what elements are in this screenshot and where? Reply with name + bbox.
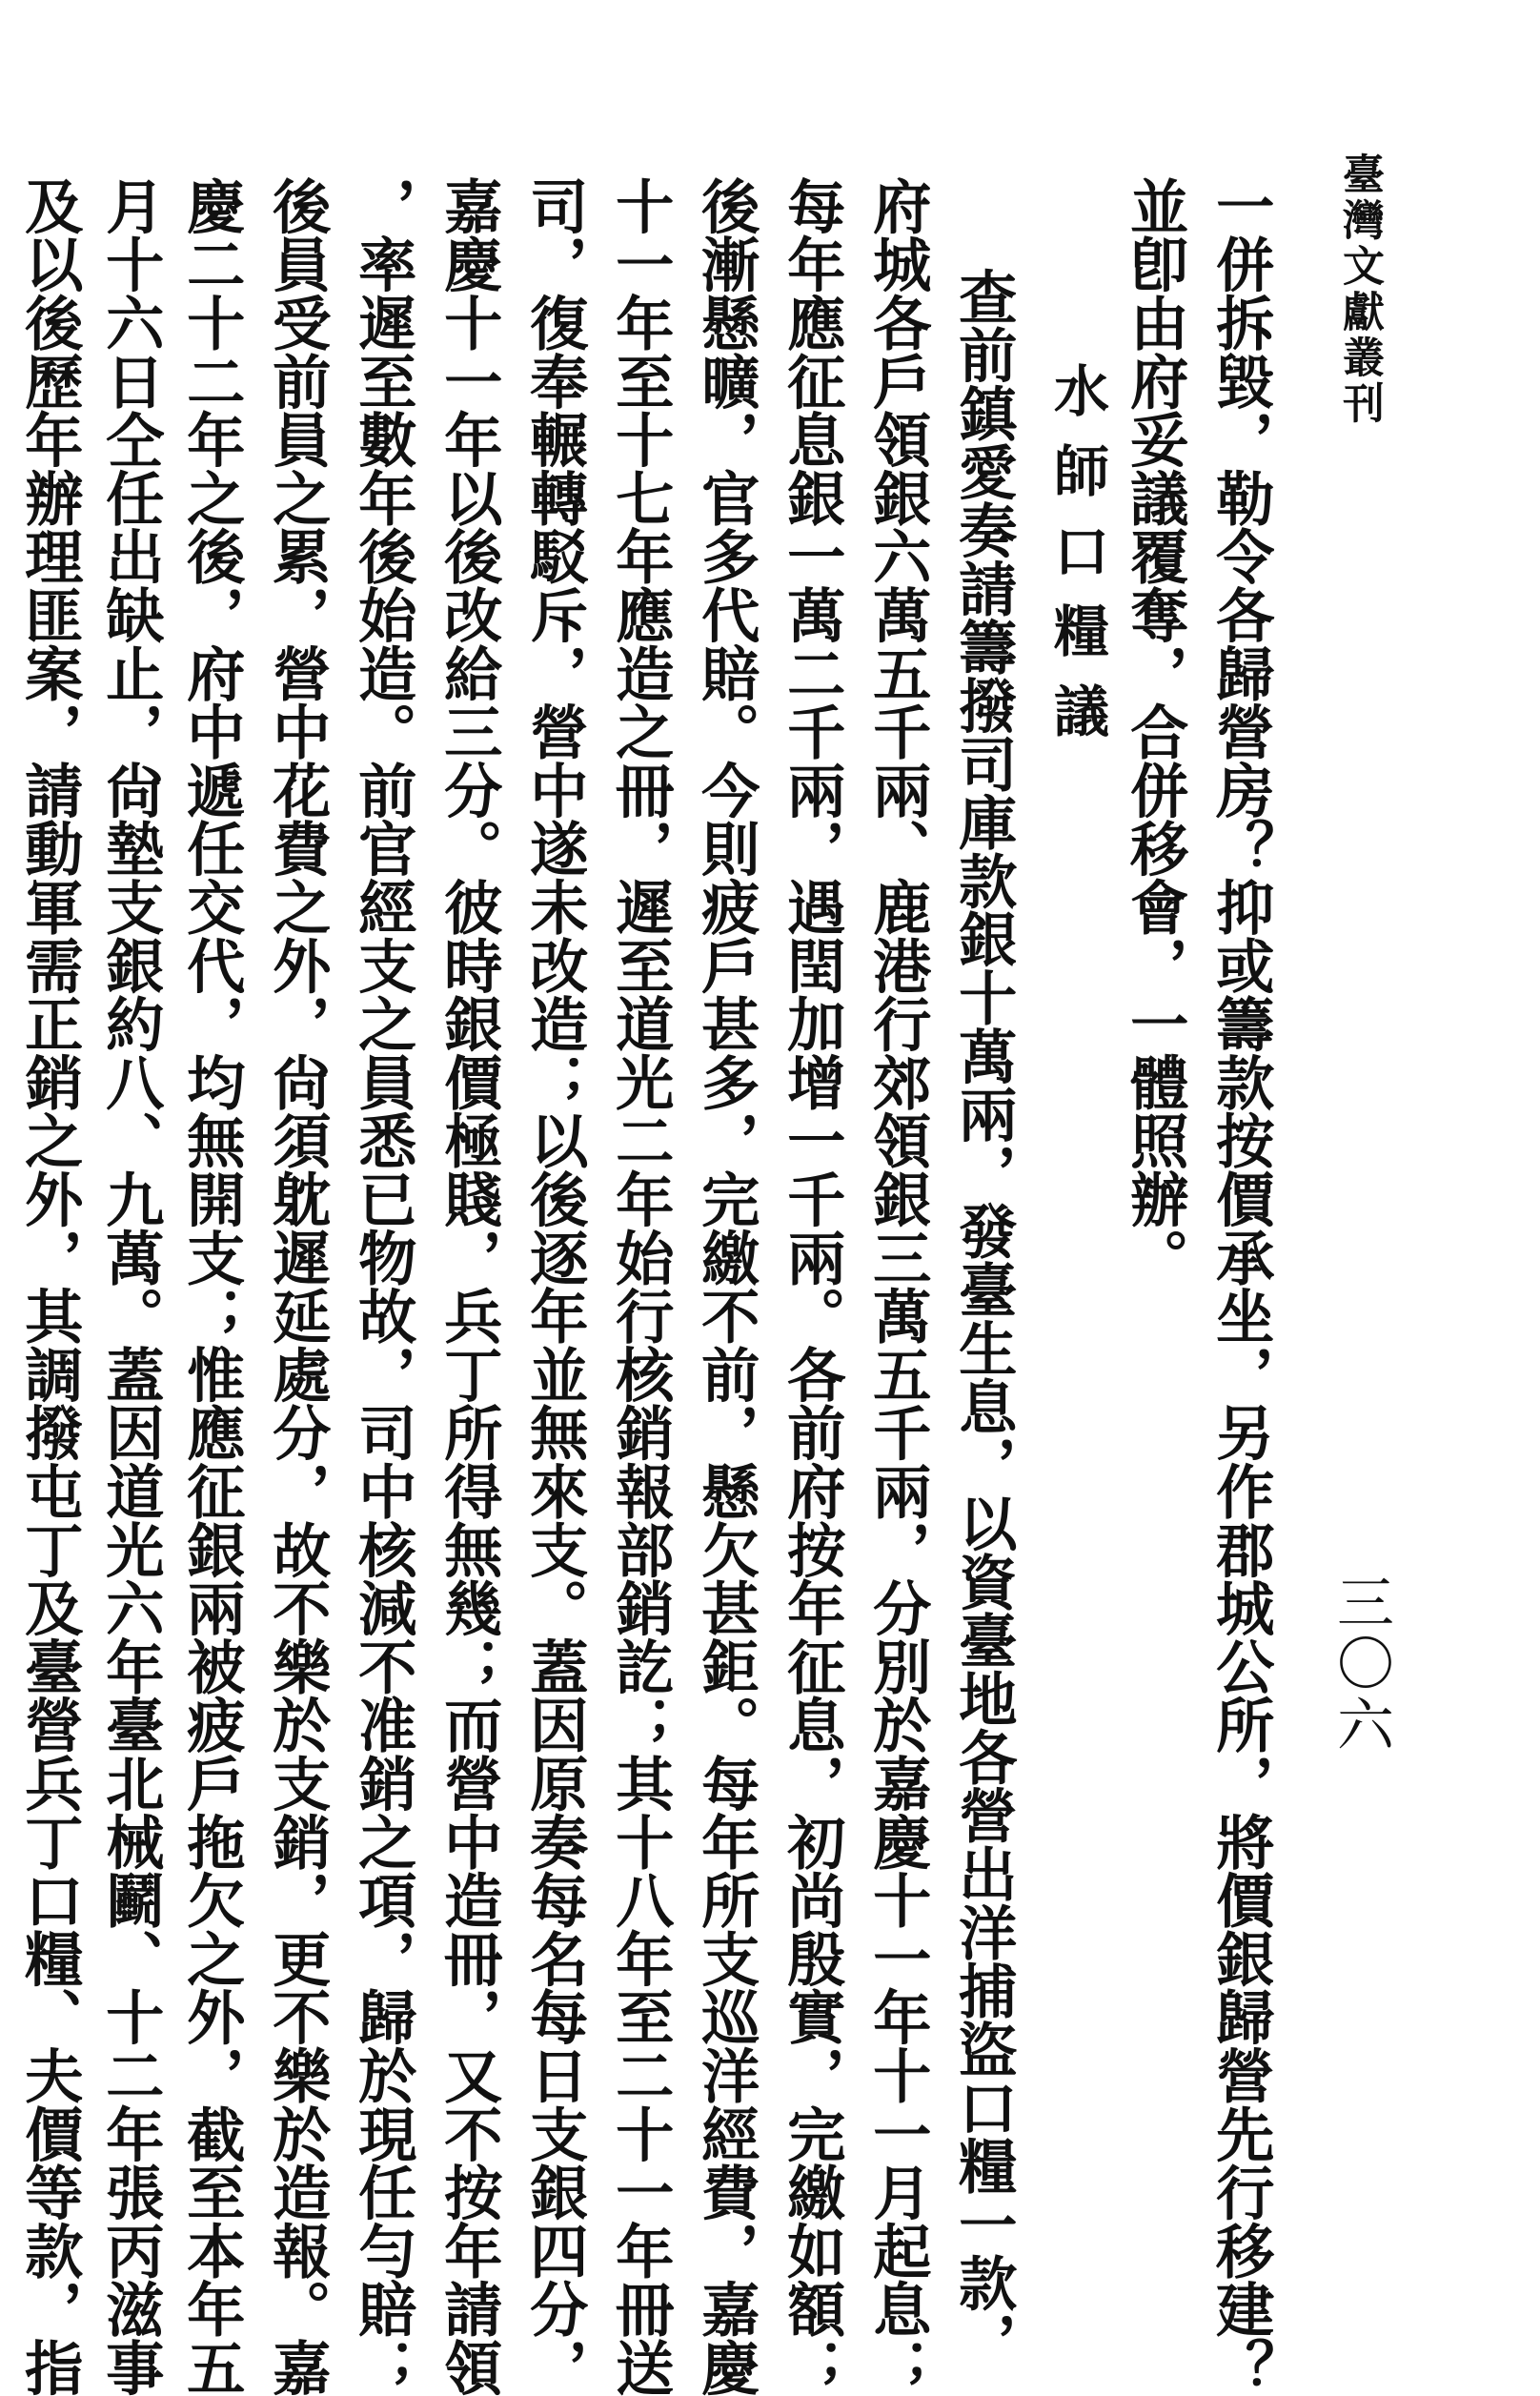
text-column-3: 查前鎮愛奏請籌撥司庫款銀十萬兩，發臺生息，以資臺地各營出洋捕盜口糧一款， — [948, 267, 1018, 2370]
text-column-2: 並卽由府妥議覆奪，合併移會，一體照辦。 — [1120, 176, 1189, 1287]
text-column-11: 後員受前員之累，營中花費之外，尙須躭遲延處分，故不樂於支銷，更不樂於造報。嘉 — [262, 176, 332, 2396]
text-column-13: 月十六日仝任出缺止，尙墊支銀約八、九萬。蓋因道光六年臺北械鬬、十二年張丙滋事 — [95, 176, 165, 2396]
section-heading: 水師口糧議 — [1044, 362, 1109, 762]
text-column-5: 每年應征息銀一萬二千兩，遇閏加增一千兩。各前府按年征息，初尚殷實，完繳如額； — [777, 176, 846, 2396]
text-column-8: 司，復奉輾轉駁斥，營中遂未改造；以後逐年並無來支。蓋因原奏每名每日支銀四分， — [519, 176, 589, 2396]
text-column-12: 慶二十二年之後，府中遞任交代，均無開支；惟應征銀兩被疲戶拖欠之外，截至本年五 — [176, 176, 246, 2396]
text-column-4: 府城各戶領銀六萬五千兩、鹿港行郊領銀三萬五千兩，分別於嘉慶十一年十一月起息； — [862, 176, 932, 2396]
text-column-10: ，率遲至數年後始造。前官經支之員悉已物故，司中核減不准銷之項，歸於現任勻賠； — [348, 176, 417, 2396]
running-title: 臺灣文獻叢刊 — [1335, 152, 1384, 427]
page-number: 三〇六 — [1327, 1573, 1394, 1756]
text-column-7: 十一年至十七年應造之冊，遲至道光二年始行核銷報部銷訖；其十八年至二十一年冊送 — [605, 176, 675, 2396]
text-column-14: 及以後歷年辦理匪案，請動軍需正銷之外，其調撥屯丁及臺營兵丁口糧、夫價等款，指 — [14, 176, 84, 2396]
text-column-9: 嘉慶十一年以後改給三分。彼時銀價極賤，兵丁所得無幾；而營中造冊，又不按年請領 — [434, 176, 503, 2396]
text-column-6: 後漸懸曠，官多代賠。今則疲戶甚多，完繳不前，懸欠甚鉅。每年所支巡洋經費，嘉慶 — [691, 176, 760, 2396]
text-column-1: 一併拆毀，勒令各歸營房？抑或籌款按價承坐，另作郡城公所，將價銀歸營先行移建？ — [1206, 176, 1275, 2396]
